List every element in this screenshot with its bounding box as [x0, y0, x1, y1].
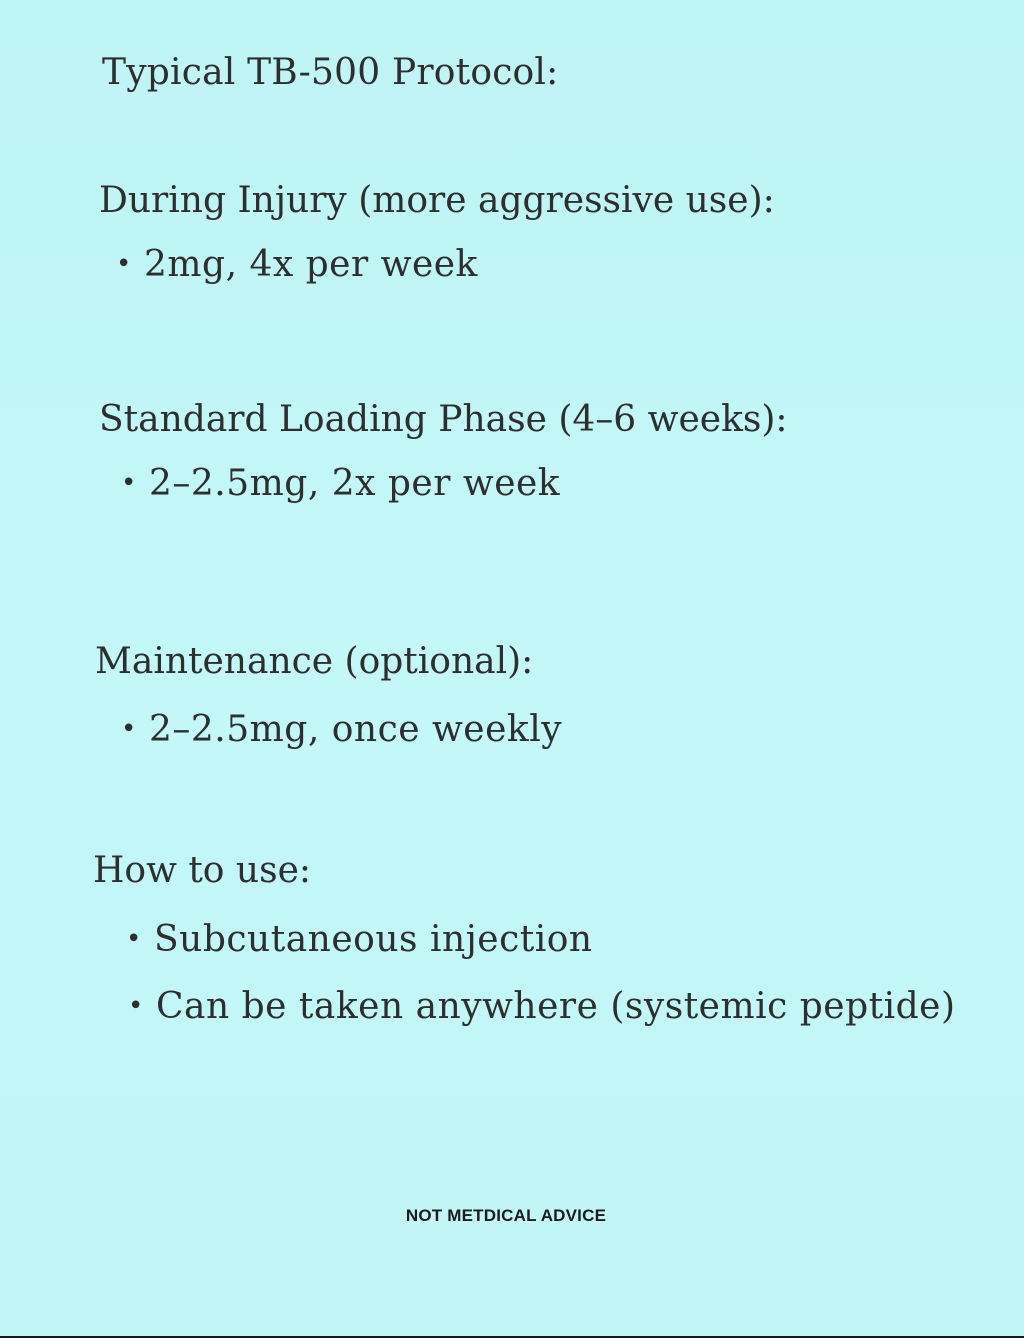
bullet-text: 2–2.5mg, 2x per week [149, 463, 561, 504]
section-heading-maintenance: Maintenance (optional): [95, 641, 534, 682]
bullet-item [121, 463, 560, 504]
bullet-icon: • [128, 991, 144, 1021]
bullet-text: 2–2.5mg, once weekly [149, 709, 563, 750]
bullet-icon: • [121, 468, 137, 498]
bullet-icon: • [126, 924, 142, 954]
bullet-item [121, 709, 562, 750]
bullet-text: Can be taken anywhere (systemic peptide) [156, 986, 956, 1027]
bullet-icon: • [121, 714, 137, 744]
document-title: Typical TB-500 Protocol: [102, 52, 559, 93]
bullet-item [128, 986, 955, 1027]
bullet-icon: • [116, 249, 132, 279]
disclaimer-footer: NOT METDICAL ADVICE [405, 1206, 607, 1225]
bullet-text: 2mg, 4x per week [144, 244, 478, 285]
bullet-text: Subcutaneous injection [154, 919, 593, 960]
bullet-item [116, 244, 478, 285]
section-heading-how-to-use: How to use: [93, 850, 312, 891]
bullet-item [126, 919, 593, 960]
section-heading-loading-phase: Standard Loading Phase (4–6 weeks): [99, 399, 788, 440]
section-heading-during-injury: During Injury (more aggressive use): [99, 180, 775, 221]
